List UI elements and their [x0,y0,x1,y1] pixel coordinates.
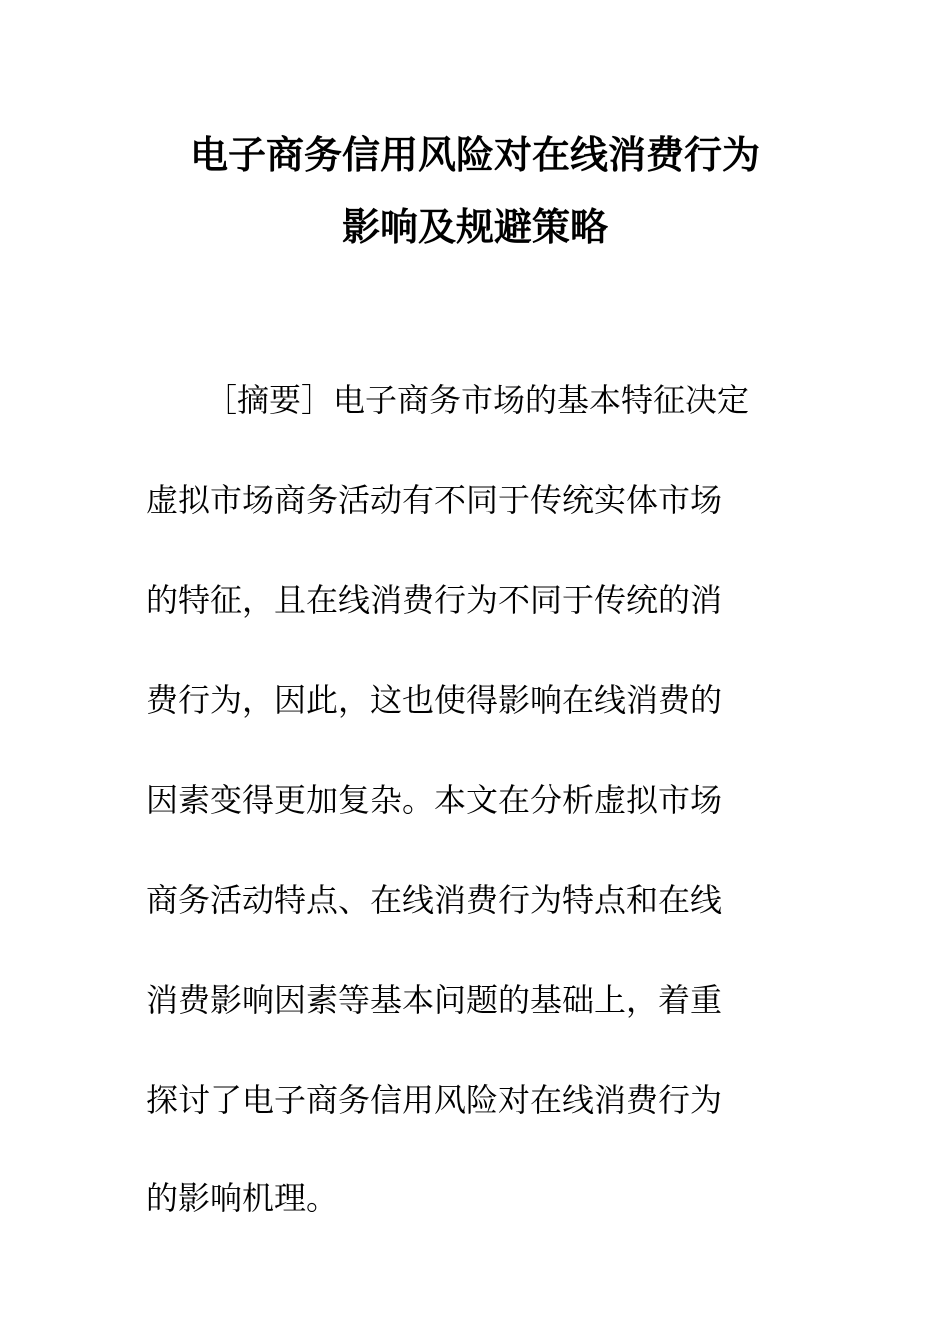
document-title-line-1: 电子商务信用风险对在线消费行为 [189,132,760,177]
abstract-line-7: 消费影响因素等基本问题的基础上，着重 [146,981,723,1019]
abstract-line-6: 商务活动特点、在线消费行为特点和在线 [146,881,723,919]
abstract-line-3: 的特征，且在线消费行为不同于传统的消 [146,581,723,619]
abstract-line-4: 费行为，因此，这也使得影响在线消费的 [146,681,723,719]
document-title-line-2: 影响及规避策略 [341,204,608,249]
abstract-line-2: 虚拟市场商务活动有不同于传统实体市场 [146,481,723,519]
abstract-line-5: 因素变得更加复杂。本文在分析虚拟市场 [146,781,723,819]
abstract-line-9: 的影响机理。 [146,1179,339,1217]
abstract-line-8: 探讨了电子商务信用风险对在线消费行为 [146,1081,723,1119]
abstract-line-1: ［摘要］电子商务市场的基本特征决定 [205,381,750,419]
